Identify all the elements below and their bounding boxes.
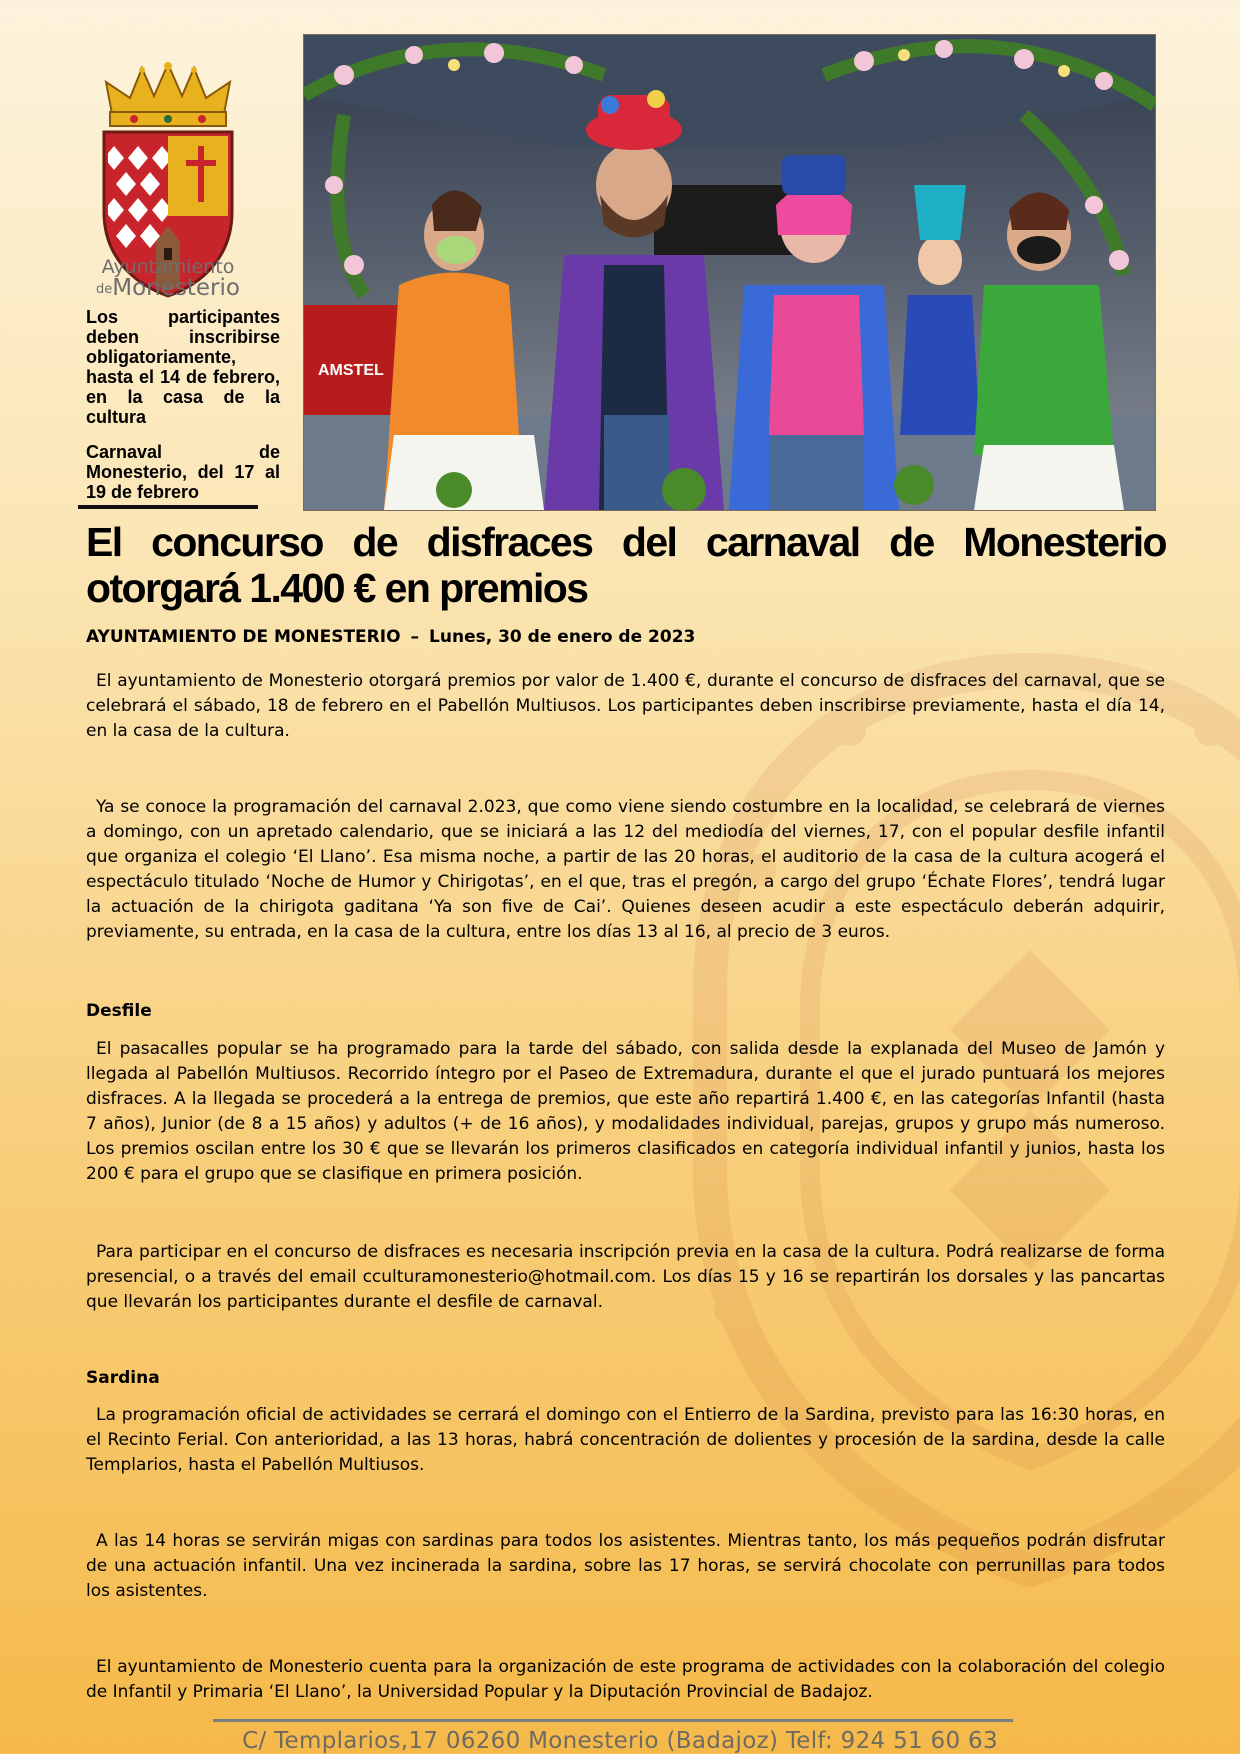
paragraph-sardina-3 <box>86 1655 1165 1705</box>
logo-name: Monesterio <box>112 275 240 301</box>
paragraph-text: Para participar en el concurso de disfraces es necesaria inscripción previa en la casa de la cultura. Podrá realizarse de forma presencial, o a través del email cculturamonesterio@hotmail.com. Los días 15 y 16 se repartirán los dorsales y las pancartas que llevarán los participantes durante el desfile de carnaval. <box>86 1242 1165 1312</box>
byline-source: AYUNTAMIENTO DE MONESTERIO <box>86 627 401 647</box>
sidebar-note-registration: Los participantes deben inscribirse obligatoriamente, hasta el 14 de febrero, en la casa de la cultura <box>86 307 280 427</box>
paragraph-desfile-1 <box>86 1037 1165 1187</box>
paragraph-desfile-2 <box>86 1240 1165 1315</box>
paragraph-text: El pasacalles popular se ha programado para la tarde del sábado, con salida desde la explanada del Museo de Jamón y llegada al Pabellón Multiusos. Recorrido íntegro por el Paseo de Extremadura, durante el que el jurado puntuará los mejores disfraces. A la llegada se procederá a la entrega de premios, que este año repartirá 1.400 €, en las categorías Infantil (hasta 7 años), Junior (de 8 a 15 años) y adultos (+ de 16 años), y modalidades individual, parejas, grupos y grupo más numeroso. Los premios oscilan entre los 30 € que se llevarán los primeros clasificados en categoría individual infantil y junios, hasta los 200 € para el grupo que se clasifique en primera posición. <box>86 1039 1165 1184</box>
photo-sign-text: AMSTEL <box>318 362 384 379</box>
logo-de: de <box>96 282 113 297</box>
sidebar-note-dates: Carnaval de Monesterio, del 17 al 19 de febrero <box>86 442 280 502</box>
footer-divider <box>213 1719 1013 1722</box>
paragraph-sardina-1 <box>86 1403 1165 1478</box>
article-byline <box>86 626 695 648</box>
paragraph-programme <box>86 795 1165 945</box>
byline-separator: – <box>410 627 420 647</box>
article-title: El concurso de disfraces del carnaval de Monesterio otorgará 1.400 € en premios <box>86 519 1166 611</box>
logo-line-ayuntamiento: Ayuntamiento <box>101 256 235 278</box>
sidebar-divider <box>78 505 258 509</box>
paragraph-text: La programación oficial de actividades se cerrará el domingo con el Entierro de la Sardina, previsto para las 16:30 horas, en el Recinto Ferial. Con anterioridad, a las 13 horas, habrá concentración de dolientes y procesión de la sardina, desde la calle Templarios, hasta el Pabellón Multiusos. <box>86 1405 1165 1475</box>
paragraph-text: A las 14 horas se servirán migas con sardinas para todos los asistentes. Mientras tanto, los más pequeños podrán disfrutar de una actuación infantil. Una vez incinerada la sardina, sobre las 17 horas, se servirá chocolate con perrunillas para todos los asistentes. <box>86 1531 1165 1601</box>
logo-line-monesterio <box>78 277 258 300</box>
logo-text <box>78 258 258 300</box>
byline-date: Lunes, 30 de enero de 2023 <box>429 627 696 647</box>
paragraph-intro <box>86 669 1165 744</box>
paragraph-text: El ayuntamiento de Monesterio otorgará premios por valor de 1.400 €, durante el concurso de disfraces del carnaval, que se celebrará el sábado, 18 de febrero en el Pabellón Multiusos. Los participantes deben inscribirse previamente, hasta el día 14, en la casa de la cultura. <box>86 671 1165 741</box>
footer-address: C/ Templarios,17 06260 Monesterio (Badajoz) Telf: 924 51 60 63 <box>242 1728 998 1754</box>
section-heading-sardina: Sardina <box>86 1368 160 1388</box>
paragraph-sardina-2 <box>86 1529 1165 1604</box>
paragraph-text: Ya se conoce la programación del carnaval 2.023, que como viene siendo costumbre en la localidad, se celebrará de viernes a domingo, con un apretado calendario, que se iniciará a las 12 del mediodía del viernes, 17, con el popular desfile infantil que organiza el colegio ‘El Llano’. Esa misma noche, a partir de las 20 horas, el auditorio de la casa de la cultura acogerá el espectáculo titulado ‘Noche de Humor y Chirigotas’, en el que, tras el pregón, a cargo del grupo ‘Échate Flores’, tendrá lugar la actuación de la chirigota gaditana ‘Ya son five de Cai’. Quienes deseen acudir a este espectáculo deberán adquirir, previamente, su entrada, en la casa de la cultura, entre los días 13 al 16, al precio de 3 euros. <box>86 797 1165 942</box>
carnival-costumes-photo <box>303 34 1156 511</box>
paragraph-text: El ayuntamiento de Monesterio cuenta para la organización de este programa de actividades con la colaboración del colegio de Infantil y Primaria ‘El Llano’, la Universidad Popular y la Diputación Provincial de Badajoz. <box>86 1657 1165 1702</box>
section-heading-desfile: Desfile <box>86 1001 152 1021</box>
